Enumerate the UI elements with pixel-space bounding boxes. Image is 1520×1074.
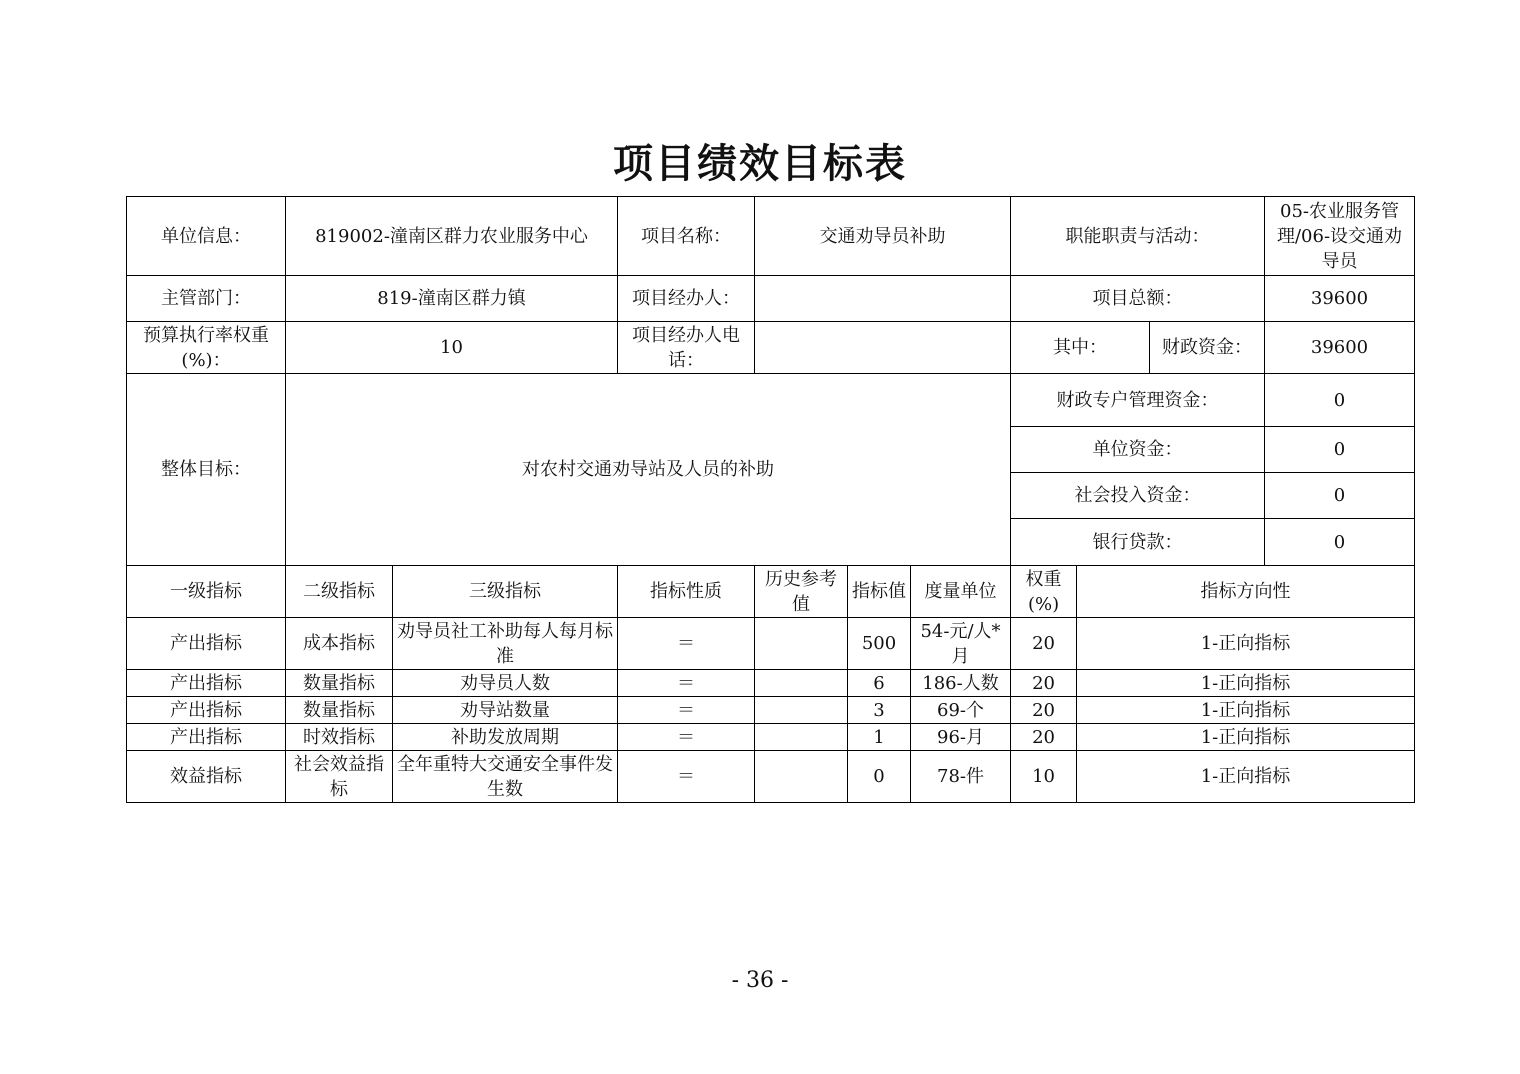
header-direction: 指标方向性 [1077, 566, 1415, 618]
special-account-fund-label: 财政专户管理资金： [1011, 374, 1265, 427]
indicator-value: 500 [848, 618, 911, 670]
handler-phone-value [755, 322, 1011, 374]
indicator-weight: 20 [1011, 670, 1077, 697]
indicator-value: 0 [848, 751, 911, 803]
total-amount-label: 项目总额： [1011, 276, 1265, 322]
budget-rate-value: 10 [286, 322, 618, 374]
indicator-history [755, 670, 848, 697]
indicator-direction: 1-正向指标 [1077, 670, 1415, 697]
overall-goal-label: 整体目标： [127, 374, 286, 566]
overall-goal-value: 对农村交通劝导站及人员的补助 [286, 374, 1011, 566]
page-title: 项目绩效目标表 [613, 140, 907, 187]
indicator-weight: 10 [1011, 751, 1077, 803]
indicator-history [755, 618, 848, 670]
duty-activity-value: 05-农业服务管理/06-设交通劝导员 [1265, 197, 1415, 276]
indicator-value: 3 [848, 697, 911, 724]
indicator-weight: 20 [1011, 724, 1077, 751]
header-unit: 度量单位 [911, 566, 1011, 618]
indicator-level3: 劝导员社工补助每人每月标准 [393, 618, 618, 670]
table-row [127, 670, 1415, 697]
header-history: 历史参考值 [755, 566, 848, 618]
project-name-value: 交通劝导员补助 [755, 197, 1011, 276]
indicator-value: 1 [848, 724, 911, 751]
indicator-weight: 20 [1011, 618, 1077, 670]
unit-fund-label: 单位资金： [1011, 427, 1265, 473]
indicator-level1: 产出指标 [127, 724, 286, 751]
indicator-unit: 96-月 [911, 724, 1011, 751]
indicator-unit: 78-件 [911, 751, 1011, 803]
unit-info-label: 单位信息： [127, 197, 286, 276]
indicator-header-row [127, 566, 1415, 618]
among-label: 其中： [1011, 322, 1150, 374]
indicator-level2: 社会效益指标 [286, 751, 393, 803]
indicator-nature: ＝ [618, 724, 755, 751]
indicator-level3: 劝导员人数 [393, 670, 618, 697]
unit-info-value: 819002-潼南区群力农业服务中心 [286, 197, 618, 276]
project-name-label: 项目名称： [618, 197, 755, 276]
indicator-unit: 54-元/人*月 [911, 618, 1011, 670]
table-row [127, 697, 1415, 724]
indicator-level2: 时效指标 [286, 724, 393, 751]
performance-target-table [126, 196, 1415, 803]
page-number: - 36 - [731, 968, 789, 993]
indicator-level2: 成本指标 [286, 618, 393, 670]
handler-phone-label: 项目经办人电话： [618, 322, 755, 374]
fiscal-fund-label: 财政资金： [1150, 322, 1265, 374]
indicator-direction: 1-正向指标 [1077, 724, 1415, 751]
social-fund-value: 0 [1265, 473, 1415, 519]
table-row [127, 724, 1415, 751]
fiscal-fund-value: 39600 [1265, 322, 1415, 374]
indicator-direction: 1-正向指标 [1077, 697, 1415, 724]
header-weight: 权重(%) [1011, 566, 1077, 618]
bank-loan-label: 银行贷款： [1011, 519, 1265, 566]
header-level3: 三级指标 [393, 566, 618, 618]
indicator-value: 6 [848, 670, 911, 697]
indicator-level1: 效益指标 [127, 751, 286, 803]
header-level2: 二级指标 [286, 566, 393, 618]
social-fund-label: 社会投入资金： [1011, 473, 1265, 519]
dept-value: 819-潼南区群力镇 [286, 276, 618, 322]
indicator-history [755, 724, 848, 751]
bank-loan-value: 0 [1265, 519, 1415, 566]
indicator-history [755, 697, 848, 724]
unit-fund-value: 0 [1265, 427, 1415, 473]
handler-value [755, 276, 1011, 322]
special-account-fund-value: 0 [1265, 374, 1415, 427]
budget-rate-label: 预算执行率权重(%)： [127, 322, 286, 374]
table-row [127, 618, 1415, 670]
total-amount-value: 39600 [1265, 276, 1415, 322]
handler-label: 项目经办人： [618, 276, 755, 322]
header-level1: 一级指标 [127, 566, 286, 618]
duty-activity-label: 职能职责与活动： [1011, 197, 1265, 276]
indicator-nature: ＝ [618, 670, 755, 697]
indicator-unit: 186-人数 [911, 670, 1011, 697]
indicator-direction: 1-正向指标 [1077, 751, 1415, 803]
indicator-nature: ＝ [618, 618, 755, 670]
indicator-level2: 数量指标 [286, 697, 393, 724]
indicator-unit: 69-个 [911, 697, 1011, 724]
dept-label: 主管部门： [127, 276, 286, 322]
table-row [127, 751, 1415, 803]
indicator-nature: ＝ [618, 697, 755, 724]
indicator-direction: 1-正向指标 [1077, 618, 1415, 670]
indicator-level3: 全年重特大交通安全事件发生数 [393, 751, 618, 803]
header-value: 指标值 [848, 566, 911, 618]
indicator-level3: 补助发放周期 [393, 724, 618, 751]
indicator-level1: 产出指标 [127, 697, 286, 724]
indicator-history [755, 751, 848, 803]
indicator-weight: 20 [1011, 697, 1077, 724]
indicator-level2: 数量指标 [286, 670, 393, 697]
indicator-nature: ＝ [618, 751, 755, 803]
indicator-level3: 劝导站数量 [393, 697, 618, 724]
header-nature: 指标性质 [618, 566, 755, 618]
indicator-level1: 产出指标 [127, 670, 286, 697]
indicator-level1: 产出指标 [127, 618, 286, 670]
